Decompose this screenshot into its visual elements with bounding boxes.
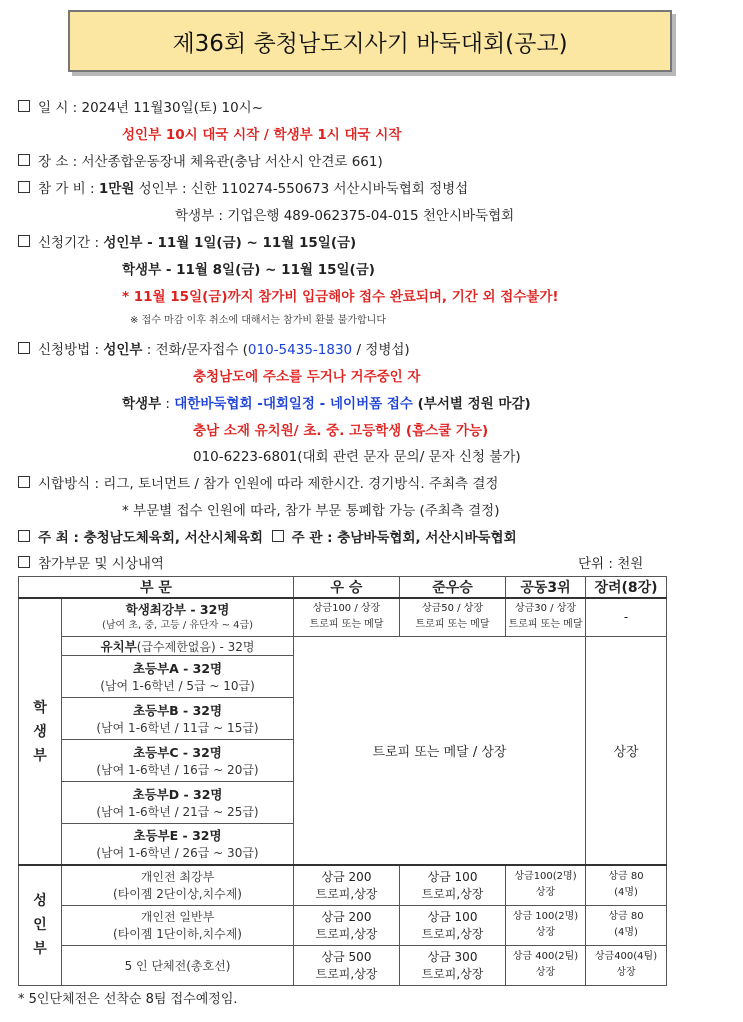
division-cell	[62, 636, 294, 655]
group-char: 성	[33, 893, 47, 910]
prize-cell	[294, 905, 400, 945]
prize-amount: 상금 80	[608, 871, 644, 883]
header-division: 부 문	[19, 577, 294, 599]
method-student-label: 학생부	[122, 396, 162, 412]
venue-label: 장 소	[38, 154, 69, 170]
checkbox-icon	[272, 530, 284, 542]
prize-amount: 상금 400(2팀)	[512, 951, 579, 962]
format-note: * 부문별 접수 인원에 따라, 참가 부문 통폐합 가능 (주최측 결정)	[122, 503, 500, 519]
prize-cell	[506, 865, 586, 905]
prize-amount: 상금 200	[321, 910, 372, 924]
prize-cell	[294, 945, 400, 985]
method-adult-text: : 전화/문자접수 (	[142, 342, 248, 358]
prize-item: 트로피,상장	[315, 927, 378, 941]
fee-adult-account: 성인부 : 신한 110274-550673 서산시바둑협회 정병섭	[138, 181, 469, 197]
checkbox-icon	[18, 181, 30, 193]
adult-condition: 충청남도에 주소를 두거나 거주중인 자	[193, 369, 421, 385]
division-desc: (남여 1-6학년 / 26급 ~ 30급)	[96, 846, 259, 861]
period-student: 학생부 - 11월 8일(금) ~ 11월 15일(금)	[122, 262, 375, 278]
checkbox-icon	[18, 342, 30, 354]
organizer-label: 주 관 :	[291, 530, 333, 546]
prize-item: (4명)	[614, 927, 638, 938]
host-label: 주 최 :	[38, 530, 79, 546]
student-note: (부서별 정원 마감)	[412, 396, 531, 412]
prize-item: 트로피,상장	[421, 967, 484, 981]
prize-amount: 상금 300	[427, 950, 478, 964]
method-row: 신청방법 : 성인부 : 전화/문자접수 (010-5435-1830 / 정병섭)	[18, 338, 410, 358]
period-warning: * 11월 15일(금)까지 참가비 입금해야 접수 완료되며, 기간 외 접수불가!	[122, 289, 559, 305]
prize-cell	[506, 905, 586, 945]
page-title: 제36회 충청남도지사기 바둑대회(공고)	[68, 10, 672, 72]
header-third: 공동3위	[506, 577, 586, 599]
merged-encourage-cell: 상장	[586, 636, 667, 865]
prize-amount: 상금100 / 상장	[312, 603, 381, 615]
prize-header	[18, 552, 164, 572]
footnote: * 5인단체전은 선착순 8팀 접수예정임.	[18, 992, 238, 1007]
division-name: 유치부	[100, 638, 137, 654]
prize-header-label: 참가부문 및 시상내역	[38, 556, 164, 572]
prize-cell	[586, 865, 667, 905]
division-desc: (남여 1-6학년 / 16급 ~ 20급)	[96, 762, 259, 777]
division-cell	[62, 655, 294, 697]
format-row	[18, 472, 498, 492]
prize-item: 상장	[616, 967, 636, 978]
student-method	[122, 392, 531, 412]
prize-cell	[294, 598, 400, 636]
adult-phone: 010-5435-1830	[247, 342, 353, 358]
prize-item: 트로피,상장	[421, 927, 484, 941]
prize-cell	[586, 905, 667, 945]
unit-label: 단위 : 천원	[578, 556, 644, 572]
division-name: 초등부A - 32명	[132, 660, 223, 676]
table-row	[19, 865, 667, 905]
division-cell	[62, 865, 294, 905]
student-condition: 충남 소재 유치원/ 초. 중. 고등학생 (흠스쿨 가능)	[193, 423, 489, 439]
prize-amount: 상금 100	[427, 910, 478, 924]
prize-item: 트로피 또는 메달	[415, 619, 490, 631]
prize-cell	[400, 905, 506, 945]
division-cell	[62, 905, 294, 945]
division-desc: (남여 1-6학년 / 11급 ~ 15급)	[96, 720, 259, 735]
prize-amount: 상금400(4팀)	[594, 951, 658, 962]
prize-item: 트로피,상장	[421, 887, 484, 902]
division-desc: (남여 초, 중, 고등 / 유단자 ~ 4급)	[101, 620, 254, 632]
division-name: 초등부C - 32명	[133, 744, 222, 760]
header-encourage: 장려(8강)	[586, 577, 667, 599]
division-cell	[62, 739, 294, 781]
prize-cell	[400, 945, 506, 985]
fee-amount: 1만원	[98, 181, 135, 197]
date-row	[18, 96, 263, 116]
venue-row	[18, 150, 383, 170]
division-cell	[62, 823, 294, 865]
checkbox-icon	[18, 235, 30, 247]
prize-cell	[506, 945, 586, 985]
prize-cell	[400, 598, 506, 636]
prize-amount: 상금 200	[321, 870, 372, 885]
online-form-link: 대한바둑협회 -대회일정 - 네이버폼 접수	[174, 396, 413, 412]
table-row	[19, 598, 667, 636]
prize-amount: 상금 80	[608, 911, 644, 922]
header-runner-up: 준우승	[400, 577, 506, 599]
group-char: 부	[33, 747, 47, 764]
division-name: 초등부D - 32명	[132, 786, 223, 802]
prize-cell	[506, 598, 586, 636]
merged-prize-cell: 트로피 또는 메달 / 상장	[294, 636, 586, 865]
format-text: : 리그, 토너먼트 / 참가 인원에 따라 제한시간. 경기방식. 주최측 결정	[94, 476, 499, 492]
period-adult: 성인부 - 11월 1일(금) ~ 11월 15일(금)	[103, 235, 357, 251]
fee-row: 참 가 비 : 1만원 성인부 : 신한 110274-550673 서산시바둑협회 정병섭	[18, 177, 468, 197]
prize-item: 트로피,상장	[315, 887, 378, 902]
division-name: 개인전 최강부	[140, 870, 215, 885]
checkbox-icon	[18, 154, 30, 166]
prize-cell	[400, 865, 506, 905]
date-label: 일 시	[38, 100, 69, 116]
checkbox-icon	[18, 556, 30, 568]
prize-item: 트로피,상장	[315, 967, 378, 981]
host-row	[18, 526, 517, 546]
division-desc: (급수제한없음) - 32명	[136, 639, 255, 654]
date-value: : 2024년 11월30일(토) 10시~	[72, 100, 264, 116]
prize-amount: 상금50 / 상장	[421, 603, 484, 615]
division-cell: 5 인 단체전(총호선)	[62, 945, 294, 985]
format-label: 시합방식	[38, 476, 91, 492]
method-adult-contact: / 정병섭)	[352, 342, 410, 358]
header-winner: 우 승	[294, 577, 400, 599]
prize-item: 상장	[535, 967, 556, 978]
colon: :	[161, 396, 175, 412]
table-row	[19, 945, 667, 985]
date-note: 성인부 10시 대국 시작 / 학생부 1시 대국 시작	[122, 127, 402, 143]
division-cell	[62, 598, 294, 636]
method-label: 신청방법	[38, 342, 91, 358]
group-char: 학	[33, 699, 47, 716]
division-cell	[62, 697, 294, 739]
division-desc: (타이젬 2단이상,치수제)	[113, 887, 242, 902]
division-cell	[62, 781, 294, 823]
prize-amount: 상금 100	[427, 870, 478, 885]
checkbox-icon	[18, 100, 30, 112]
prize-item: 트로피 또는 메달	[309, 619, 384, 631]
fee-label: 참 가 비	[38, 181, 86, 197]
table-row	[19, 905, 667, 945]
group-char: 부	[33, 941, 47, 958]
table-row	[19, 636, 667, 655]
prize-amount: 상금100(2명)	[514, 871, 577, 883]
group-char: 생	[33, 723, 47, 740]
organizer-value: 충남바둑협회, 서산시바둑협회	[337, 530, 517, 546]
division-desc: (남여 1-6학년 / 5급 ~ 10급)	[100, 678, 255, 693]
division-desc: (남여 1-6학년 / 21급 ~ 25급)	[96, 804, 259, 819]
fee-student-account: 학생부 : 기업은행 489-062375-04-015 천안시바둑협회	[175, 208, 515, 224]
venue-value: : 서산종합운동장내 체육관(충남 서산시 안견로 661)	[72, 154, 383, 170]
division-name: 개인전 일반부	[140, 910, 215, 924]
student-phone: 010-6223-6801(대회 관련 문자 문의/ 문자 신청 불가)	[193, 449, 521, 465]
prize-cell: -	[586, 598, 667, 636]
division-name: 학생최강부 - 32명	[125, 602, 230, 618]
prize-cell	[294, 865, 400, 905]
adult-group-label	[19, 865, 62, 985]
period-row: 신청기간 : 성인부 - 11월 1일(금) ~ 11월 15일(금)	[18, 231, 356, 251]
prize-item: (4명)	[614, 887, 638, 899]
prize-table	[18, 576, 667, 986]
prize-item: 트로피 또는 메달	[508, 619, 583, 631]
table-header-row	[19, 577, 667, 599]
prize-amount: 상금 500	[321, 950, 372, 964]
host-value: 충청남도체육회, 서산시체육회	[83, 530, 263, 546]
checkbox-icon	[18, 530, 30, 542]
division-name: 초등부B - 32명	[132, 702, 223, 718]
prize-item: 상장	[535, 887, 556, 899]
prize-amount: 상금30 / 상장	[514, 603, 577, 615]
division-name: 초등부E - 32명	[133, 828, 222, 844]
prize-amount: 상금 100(2명)	[512, 911, 579, 922]
prize-cell	[586, 945, 667, 985]
group-char: 인	[33, 917, 47, 934]
division-desc: (타이젬 1단이하,치수제)	[113, 927, 242, 941]
period-label: 신청기간	[38, 235, 91, 251]
refund-note: ※ 접수 마감 이후 취소에 대해서는 참가비 환불 불가합니다	[130, 315, 386, 326]
method-adult-label: 성인부	[103, 342, 143, 358]
prize-item: 상장	[535, 927, 556, 938]
checkbox-icon	[18, 476, 30, 488]
student-group-label	[19, 598, 62, 865]
